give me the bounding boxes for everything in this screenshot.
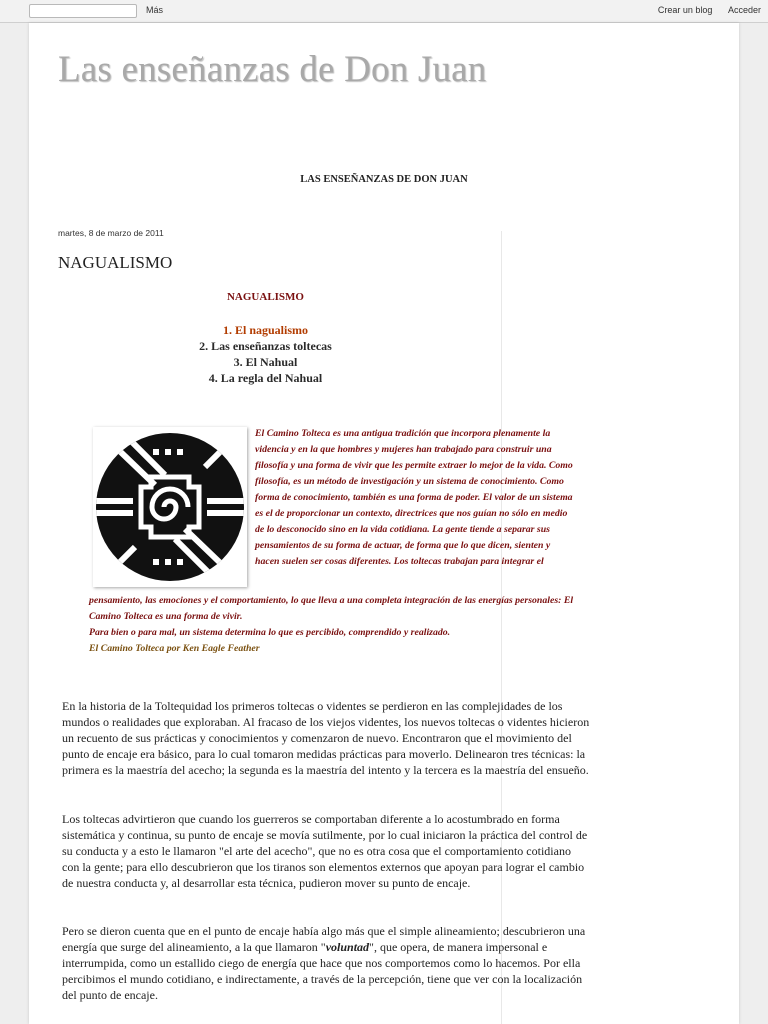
paragraph-3-part-b: ", que opera, de manera impersonal e interrumpida, como un estallido ciego de energía que hace que nos comportemos como lo hacemos. Por ella percibimos el mundo cotidiano, e indirectamente, a través de la percepción, tiene que ver con la localización del punto de encaje. (62, 940, 583, 1002)
paragraph-3-part-a: Pero se dieron cuenta que en el punto de encaje había algo más que el simple alineamiento; descubrieron una energía que surge del alineamiento, a la que llamaron " (62, 924, 586, 954)
more-link[interactable]: Más (146, 5, 164, 15)
post-title[interactable]: NAGUALISMO (58, 253, 173, 272)
quote-text-right: El Camino Tolteca es una antigua tradición que incorpora plenamente la videncia y en la que hombres y mujeres han trabajado para construir una filosofía y una forma de vivir que les permite extraer lo mejor de la vida. Como filosofía, es un método de investigación y un sistema de conocimiento. Como forma de conocimiento, también es una forma de poder. El valor de un sistema es el de proporcionar un contexto, directrices que nos guían no sólo en medio de lo desconocido sino en la vida cotidiana. La gente tiende a separar sus pensamientos de su forma de actuar, de forma que lo que dicen, sienten y hacen suelen ser cosas diferentes. Los toltecas trabajan para integrar el (255, 428, 573, 567)
search-input[interactable] (29, 4, 137, 18)
blog-description: LAS ENSEÑANZAS DE DON JUAN (300, 174, 468, 185)
quote-source: El Camino Tolteca por Ken Eagle Feather (89, 643, 260, 654)
quote-line-1: pensamiento, las emociones y el comportamiento, lo que lleva a una completa integración de las energías personales: El Camino Tolteca es una forma de vivir. (89, 595, 574, 622)
toc-item-4: 4. La regla del Nahual (208, 371, 323, 385)
hunab-ku-image[interactable] (93, 427, 247, 587)
sign-in-link[interactable]: Acceder (727, 5, 761, 15)
paragraph-3 (62, 923, 590, 1003)
toc-item-3: 3. El Nahual (233, 355, 298, 369)
voluntad-emphasis: voluntad (325, 940, 370, 954)
hunab-ku-symbol-icon (93, 427, 247, 587)
quote-line-2: Para bien o para mal, un sistema determina lo que es percibido, comprendido y realizado. (89, 627, 451, 638)
blog-title[interactable]: Las enseñanzas de Don Juan (58, 49, 487, 90)
post-date: martes, 8 de marzo de 2011 (58, 228, 164, 238)
blogger-navbar (0, 0, 768, 23)
table-of-contents (29, 322, 502, 386)
toc-item-1[interactable]: 1. El nagualismo (222, 323, 309, 337)
quote-text-wide (89, 593, 589, 657)
toc-item-2: 2. Las enseñanzas toltecas (199, 339, 332, 353)
paragraph-2: Los toltecas advirtieron que cuando los guerreros se comportaban diferente a lo acostumbrado en forma sistemática y continua, su punto de encaje se movía sutilmente, por lo cual iniciaron la práctica del control de su conducta y a esto le llamaron "el arte del acecho", que no es otra cosa que el comportamiento cotidiano con la gente; para ello descubrieron que los tiranos son elementos externos que apoyan para lograr el cambio de nuestra conducta y, al desarrollar esta técnica, pudieron mover su punto de encaje. (62, 812, 588, 890)
navbar-right (645, 5, 761, 15)
create-blog-link[interactable]: Crear un blog (657, 5, 713, 15)
blog-container (29, 23, 739, 1024)
post-heading: NAGUALISMO (226, 291, 304, 303)
paragraph-1: En la historia de la Toltequidad los primeros toltecas o videntes se perdieron en las complejidades de los mundos o realidades que exploraban. Al fracaso de los viejos videntes, los nuevos toltecas o videntes hicieron un recuento de sus prácticas y conocimientos y comenzaron de nuevo. Encontraron que el movimiento del punto de encaje era básico, para lo cual tomaron medidas prácticas para moverlo. Delinearon tres técnicas: la primera es la maestría del acecho; la segunda es la maestría del intento y la tercera es la maestría del ensueño. (62, 699, 590, 777)
